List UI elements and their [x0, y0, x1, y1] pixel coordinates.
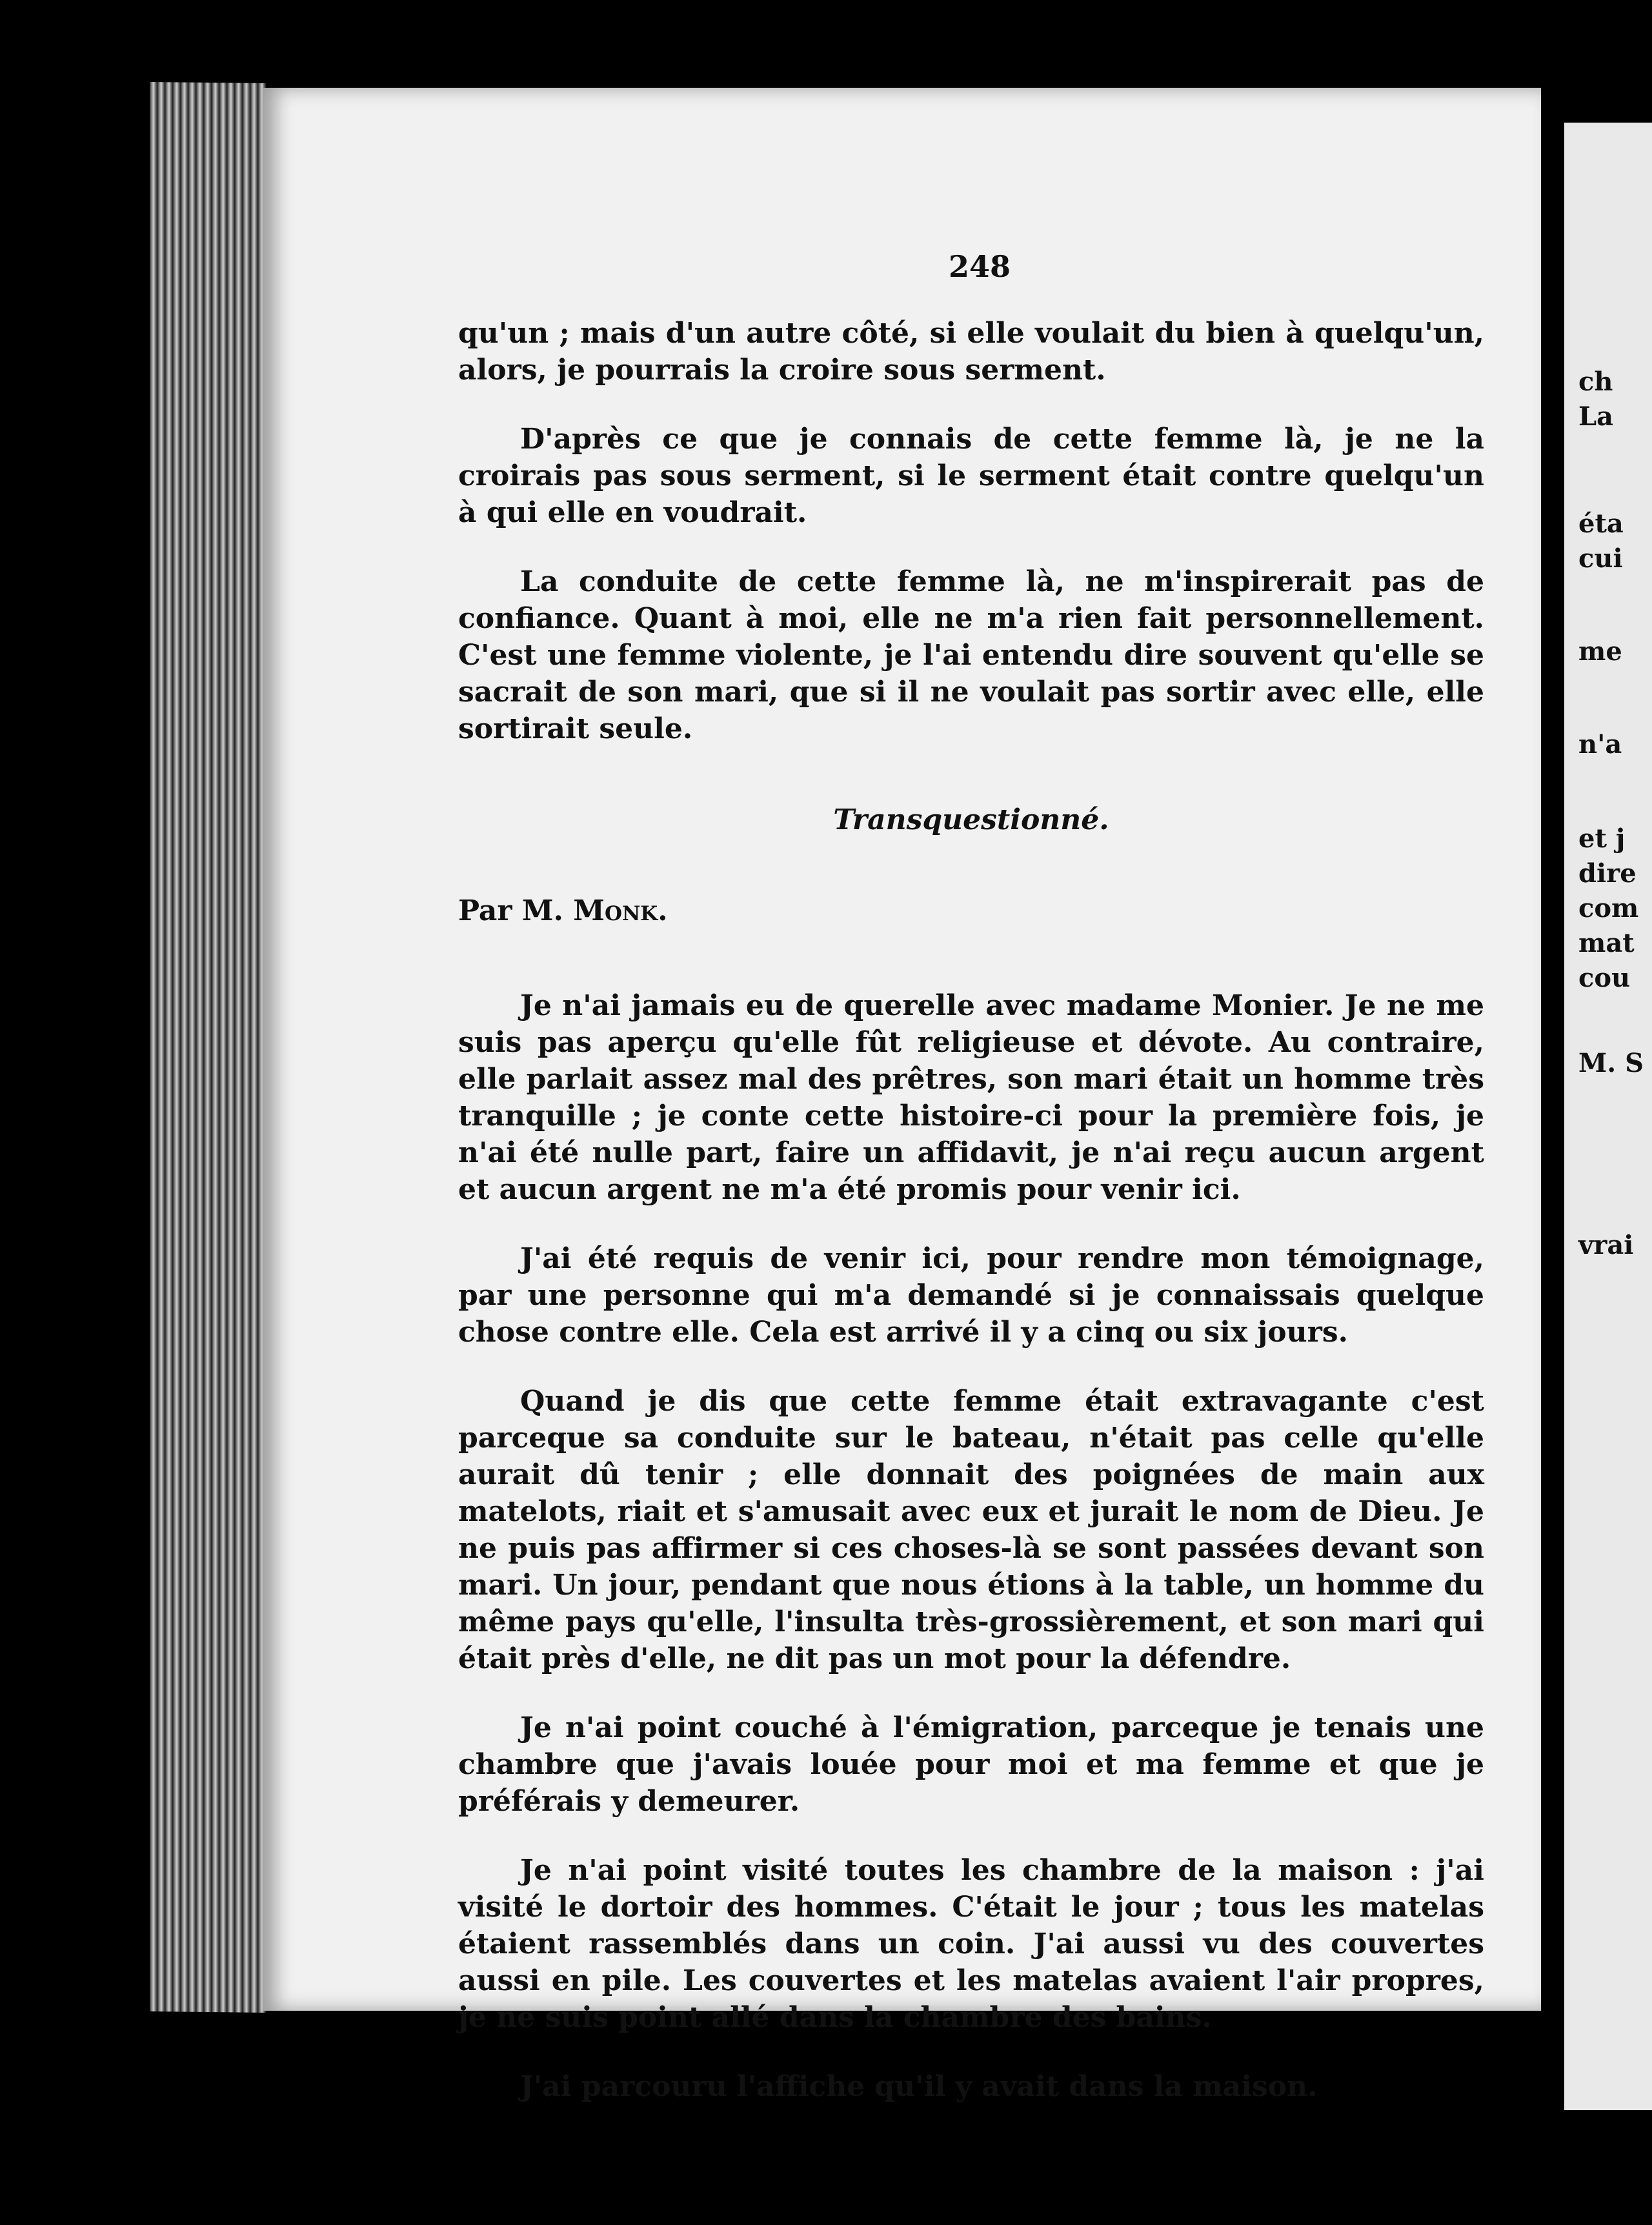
paragraph: J'ai été requis de venir ici, pour rendre mon témoignage, par une personne qui m'a demandé si je connaissais quelque chose contre elle. Cela est arrivé il y a cinq ou six jours.	[458, 1242, 1484, 1349]
adjacent-fragment: mat	[1578, 928, 1635, 958]
examiner-line	[458, 892, 1484, 929]
adjacent-fragment: ch	[1578, 367, 1613, 397]
paragraph: Je n'ai jamais eu de querelle avec madame Monier. Je ne me suis pas aperçu qu'elle fût religieuse et dévote. Au contraire, elle parlait assez mal des prêtres, son mari était un homme très tranquille ; je conte cette histoire-ci pour la première fois, je n'ai été nulle part, faire un affidavit, je n'ai reçu aucun argent et aucun argent ne m'a été promis pour venir ici.	[458, 989, 1484, 1206]
page-content	[458, 245, 1484, 2137]
page-number: 248	[949, 249, 1011, 284]
adjacent-fragment: La	[1578, 401, 1614, 432]
page-edge-stack	[150, 82, 266, 2013]
paragraph: qu'un ; mais d'un autre côté, si elle voulait du bien à quelqu'un, alors, je pourrais la croire sous serment.	[458, 317, 1484, 387]
adjacent-fragment: me	[1578, 636, 1622, 667]
examiner-prefix: Par M.	[458, 894, 574, 927]
paragraph: Quand je dis que cette femme était extravagante c'est parceque sa conduite sur le bateau, n'était pas celle qu'elle aurait dû tenir ; elle donnait des poignées de main aux matelots, riait et s'amusait avec eux et jurait le nom de Dieu. Je ne puis pas affirmer si ces choses-là se sont passées devant son mari. Un jour, pendant que nous étions à la table, un homme du même pays qu'elle, l'insulta très-grossièrement, et son mari qui était près d'elle, ne dit pas un mot pour la défendre.	[458, 1385, 1484, 1675]
adjacent-fragment: dire	[1578, 858, 1637, 889]
adjacent-fragment: vrai	[1578, 1230, 1634, 1260]
examiner-name: Monk.	[573, 894, 668, 927]
section-heading: Transquestionné.	[833, 803, 1109, 836]
adjacent-fragment: éta	[1578, 508, 1624, 539]
paragraph: J'ai parcouru l'affiche qu'il y avait dans la maison.	[520, 2070, 1318, 2103]
adjacent-fragment: M. S	[1578, 1048, 1644, 1078]
adjacent-page-strip	[1564, 123, 1652, 2110]
adjacent-fragment: com	[1578, 893, 1639, 923]
paragraph: La conduite de cette femme là, ne m'inspirerait pas de confiance. Quant à moi, elle ne m'a rien fait personnellement. C'est une femme violente, je l'ai entendu dire souvent qu'elle se sacrait de son mari, que si il ne voulait pas sortir avec elle, elle sortirait seule.	[458, 565, 1484, 745]
paragraph: Je n'ai point couché à l'émigration, parceque je tenais une chambre que j'avais louée pour moi et ma femme et que je préférais y demeurer.	[458, 1711, 1484, 1818]
paragraph: D'après ce que je connais de cette femme là, je ne la croirais pas sous serment, si le serment était contre quelqu'un à qui elle en voudrait.	[458, 423, 1484, 529]
paragraph: Je n'ai point visité toutes les chambre de la maison : j'ai visité le dortoir des hommes. C'était le jour ; tous les matelas étaient rassemblés dans un coin. J'ai aussi vu des couvertes aussi en pile. Les couvertes et les matelas avaient l'air propres, je ne suis point allé dans la chambre des bains.	[458, 1854, 1484, 2034]
adjacent-fragment: n'a	[1578, 729, 1622, 760]
adjacent-fragment: et j	[1578, 823, 1626, 854]
adjacent-fragment: cui	[1578, 543, 1623, 574]
adjacent-fragment: cou	[1578, 963, 1631, 993]
